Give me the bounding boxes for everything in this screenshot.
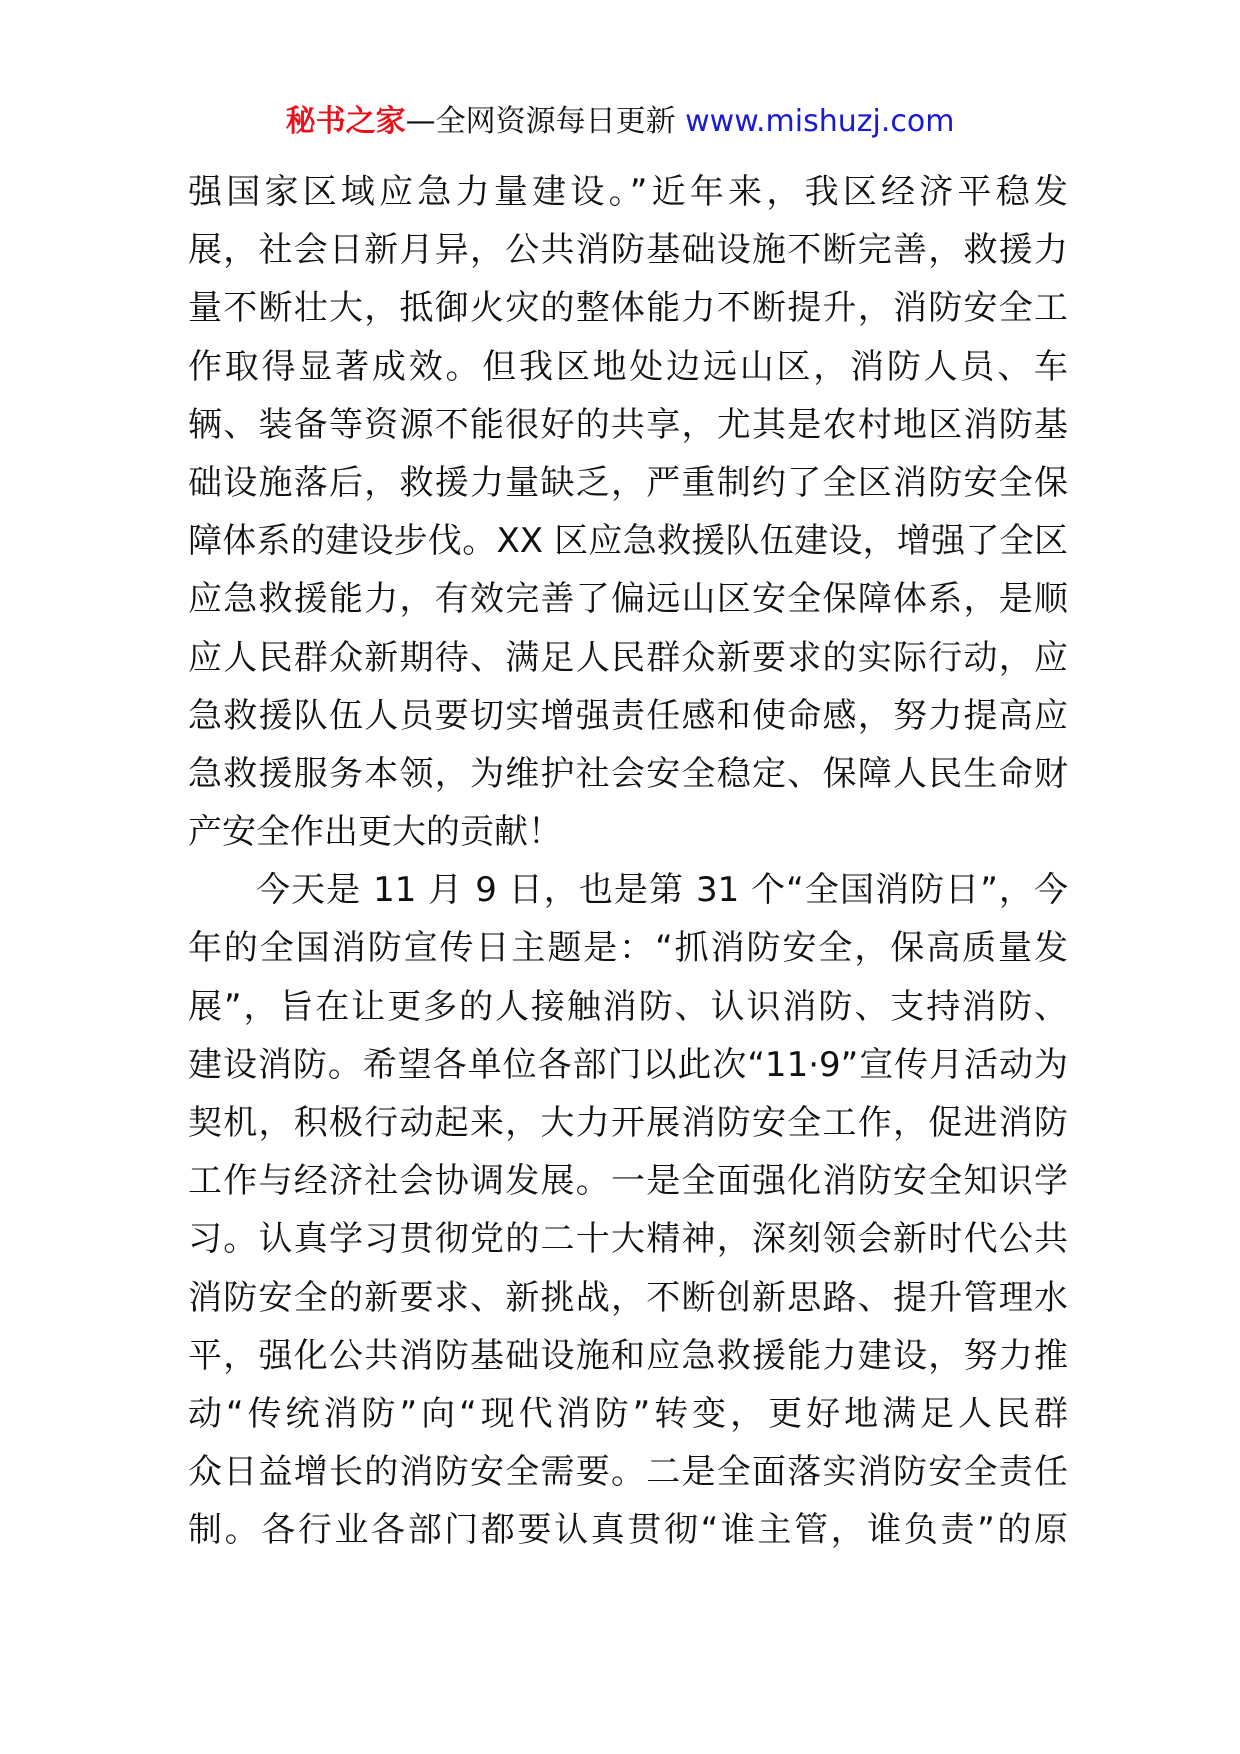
paragraph-2	[188, 861, 1068, 1559]
text-line: 建设消防。希望各单位各部门以此次“11·9”宣传月活动为	[188, 1044, 1068, 1085]
text-line: 制。各行业各部门都要认真贯彻“谁主管，谁负责”的原	[188, 1510, 1068, 1551]
text-line: 强国家区域应急力量建设。”近年来，我区经济平稳发	[188, 172, 1068, 212]
text-line: 作取得显著成效。但我区地处边远山区，消防人员、车	[188, 346, 1068, 387]
text-line: 平，强化公共消防基础设施和应急救援能力建设，努力推	[188, 1335, 1068, 1376]
brand-name: 秘书之家	[285, 104, 406, 139]
text-line: 消防安全的新要求、新挑战，不断创新思路、提升管理水	[188, 1277, 1068, 1318]
paragraph-1	[188, 163, 1068, 861]
text-line: 辆、装备等资源不能很好的共享，尤其是农村地区消防基	[188, 404, 1068, 445]
text-line: 习。认真学习贯彻党的二十大精神，深刻领会新时代公共	[188, 1219, 1068, 1260]
document-body	[188, 163, 1068, 1560]
text-line: 障体系的建设步伐。XX 区应急救援队伍建设，增强了全区	[188, 521, 1068, 562]
text-line: 展，社会日新月异，公共消防基础设施不断完善，救援力	[188, 230, 1068, 271]
text-line: 应急救援能力，有效完善了偏远山区安全保障体系，是顺	[188, 579, 1068, 620]
text-line: 展”，旨在让更多的人接触消防、认识消防、支持消防、	[188, 986, 1068, 1027]
header-tagline: —全网资源每日更新	[405, 104, 676, 139]
text-line: 今天是 11 月 9 日，也是第 31 个“全国消防日”，今	[256, 870, 1068, 911]
text-line: 急救援队伍人员要切实增强责任感和使命感，努力提高应	[188, 695, 1068, 736]
text-line: 年的全国消防宣传日主题是：“抓消防安全，保高质量发	[188, 928, 1068, 969]
text-line: 产安全作出更大的贡献！	[188, 812, 562, 853]
text-line: 工作与经济社会协调发展。一是全面强化消防安全知识学	[188, 1161, 1068, 1202]
text-line: 动“传统消防”向“现代消防”转变，更好地满足人民群	[188, 1393, 1068, 1434]
page-header	[0, 100, 1240, 144]
text-line: 量不断壮大，抵御火灾的整体能力不断提升，消防安全工	[188, 288, 1068, 329]
site-url-link[interactable]: www.mishuzj.com	[685, 104, 955, 139]
text-line: 急救援服务本领，为维护社会安全稳定、保障人民生命财	[188, 753, 1068, 794]
text-line: 契机，积极行动起来，大力开展消防安全工作，促进消防	[188, 1103, 1068, 1143]
text-line: 众日益增长的消防安全需要。二是全面落实消防安全责任	[188, 1452, 1068, 1493]
text-line: 应人民群众新期待、满足人民群众新要求的实际行动，应	[188, 637, 1068, 678]
text-line: 础设施落后，救援力量缺乏，严重制约了全区消防安全保	[188, 462, 1068, 503]
